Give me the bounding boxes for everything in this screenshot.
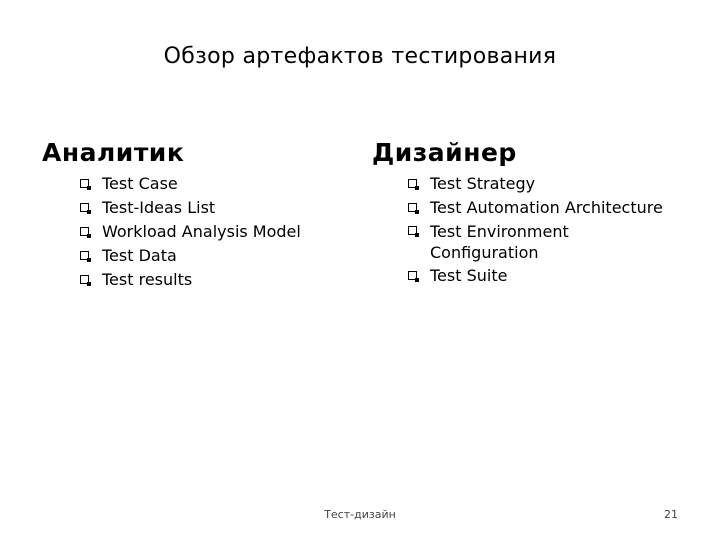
- list-item: [80, 220, 301, 244]
- checkbox-bullet-icon: [408, 179, 417, 188]
- list-item-label: Test Automation Architecture: [430, 198, 663, 217]
- list-item-label: Workload Analysis Model: [102, 222, 301, 241]
- list-item-label: Test Environment Configuration: [430, 222, 569, 262]
- analyst-artifact-list: [80, 172, 301, 292]
- checkbox-bullet-icon: [80, 275, 89, 284]
- checkbox-bullet-icon: [80, 203, 89, 212]
- list-item-label: Test Case: [102, 174, 178, 193]
- checkbox-bullet-icon: [408, 271, 417, 280]
- list-item-label: Test Strategy: [430, 174, 536, 193]
- list-item: [80, 196, 301, 220]
- list-item-label: Test results: [102, 270, 193, 289]
- list-item: [80, 244, 301, 268]
- list-item: [80, 268, 301, 292]
- list-item: [408, 264, 678, 288]
- list-item: [408, 196, 678, 220]
- analyst-heading: Аналитик: [42, 138, 185, 167]
- page-number: 21: [664, 508, 678, 521]
- list-item: [80, 172, 301, 196]
- checkbox-bullet-icon: [408, 203, 417, 212]
- footer-title: Тест-дизайн: [324, 508, 396, 521]
- list-item-label: Test Data: [102, 246, 177, 265]
- list-item: [408, 172, 678, 196]
- designer-heading: Дизайнер: [372, 138, 517, 167]
- slide-title: Обзор артефактов тестирования: [163, 44, 557, 69]
- designer-artifact-list: [408, 172, 678, 288]
- checkbox-bullet-icon: [408, 226, 417, 235]
- checkbox-bullet-icon: [80, 179, 89, 188]
- list-item-label: Test Suite: [430, 266, 508, 285]
- checkbox-bullet-icon: [80, 251, 89, 260]
- checkbox-bullet-icon: [80, 227, 89, 236]
- list-item: [408, 220, 580, 264]
- list-item-label: Test-Ideas List: [102, 198, 216, 217]
